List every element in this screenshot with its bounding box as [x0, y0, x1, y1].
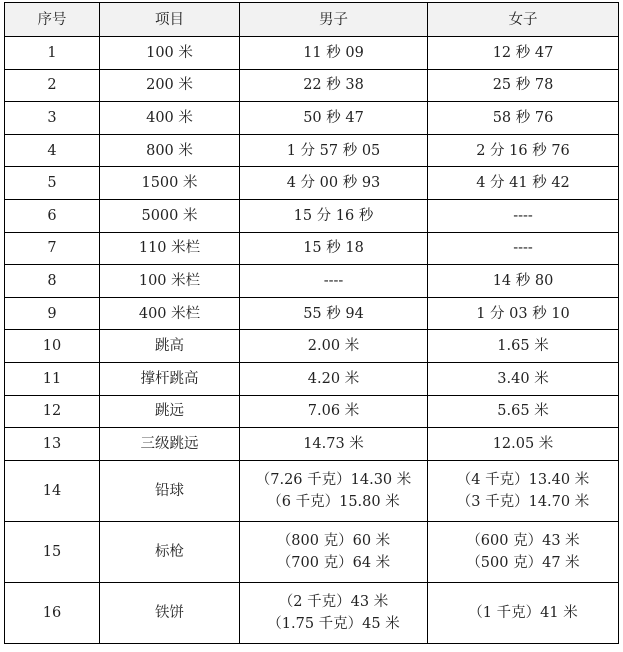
women-standard-line: 12.05 米 [492, 435, 554, 452]
row-number: 6 [5, 199, 100, 232]
row-number: 3 [5, 102, 100, 135]
table-row [5, 102, 619, 135]
row-number: 12 [5, 395, 100, 428]
event-name: 100 米 [100, 37, 240, 70]
men-standard [240, 460, 428, 521]
women-standard-line: 1.65 米 [497, 338, 549, 355]
women-standard [428, 199, 619, 232]
event-name: 100 米栏 [100, 265, 240, 298]
men-standard [240, 69, 428, 102]
row-number: 4 [5, 134, 100, 167]
row-number: 11 [5, 362, 100, 395]
women-standard [428, 134, 619, 167]
men-standard-line: （6 千克）15.80 米 [267, 493, 400, 510]
women-standard-line: 12 秒 47 [492, 44, 554, 61]
table-row [5, 362, 619, 395]
men-standard-line: 14.73 米 [303, 435, 364, 452]
row-number: 15 [5, 521, 100, 582]
women-standard-line: （4 千克）13.40 米 [456, 471, 590, 488]
men-standard-line: 50 秒 47 [303, 109, 364, 126]
table-row [5, 232, 619, 265]
row-number: 5 [5, 167, 100, 200]
table-body [5, 37, 619, 644]
women-standard-line: （3 千克）14.70 米 [456, 493, 590, 510]
event-name: 铅球 [100, 460, 240, 521]
women-standard-line: 1 分 03 秒 10 [476, 305, 570, 322]
men-standard [240, 395, 428, 428]
row-number: 10 [5, 330, 100, 363]
women-standard-line: 2 分 16 秒 76 [476, 142, 570, 159]
men-standard [240, 167, 428, 200]
women-standard-line: 14 秒 80 [492, 272, 554, 289]
men-standard-line: 15 秒 18 [303, 240, 364, 257]
table-header-row [5, 3, 619, 37]
women-standard [428, 521, 619, 582]
women-standard [428, 69, 619, 102]
men-standard [240, 134, 428, 167]
row-number: 9 [5, 297, 100, 330]
row-number: 8 [5, 265, 100, 298]
men-standard-line: （7.26 千克）14.30 米 [255, 471, 412, 488]
table-row [5, 69, 619, 102]
event-name: 1500 米 [100, 167, 240, 200]
men-standard-line: ---- [323, 272, 344, 289]
men-standard-line: 55 秒 94 [303, 305, 364, 322]
row-number: 13 [5, 428, 100, 461]
men-standard-line: 4 分 00 秒 93 [286, 175, 381, 192]
event-name: 200 米 [100, 69, 240, 102]
men-standard-line: （800 克）60 米 [276, 532, 391, 549]
header-event: 项目 [100, 3, 240, 37]
men-standard [240, 37, 428, 70]
men-standard [240, 232, 428, 265]
table-row [5, 199, 619, 232]
table-row [5, 167, 619, 200]
event-name: 标枪 [100, 521, 240, 582]
table-row [5, 395, 619, 428]
event-name: 800 米 [100, 134, 240, 167]
row-number: 7 [5, 232, 100, 265]
men-standard-line: 1 分 57 秒 05 [286, 142, 381, 159]
men-standard-line: 15 分 16 秒 [293, 207, 374, 224]
event-name: 400 米 [100, 102, 240, 135]
women-standard [428, 232, 619, 265]
header-number: 序号 [5, 3, 100, 37]
women-standard [428, 37, 619, 70]
men-standard-line: （700 克）64 米 [276, 554, 391, 571]
women-standard [428, 428, 619, 461]
women-standard-line: 5.65 米 [497, 403, 549, 420]
women-standard [428, 362, 619, 395]
men-standard [240, 102, 428, 135]
women-standard-line: 3.40 米 [497, 370, 549, 387]
event-name: 110 米栏 [100, 232, 240, 265]
event-name: 5000 米 [100, 199, 240, 232]
men-standard-line: 11 秒 09 [303, 44, 364, 61]
event-name: 跳高 [100, 330, 240, 363]
table-row [5, 582, 619, 643]
header-men: 男子 [240, 3, 428, 37]
women-standard [428, 102, 619, 135]
men-standard [240, 265, 428, 298]
women-standard [428, 395, 619, 428]
table-row [5, 521, 619, 582]
men-standard [240, 199, 428, 232]
women-standard-line: 4 分 41 秒 42 [476, 175, 570, 192]
men-standard [240, 428, 428, 461]
row-number: 2 [5, 69, 100, 102]
women-standard [428, 582, 619, 643]
table-row [5, 460, 619, 521]
row-number: 16 [5, 582, 100, 643]
men-standard [240, 582, 428, 643]
women-standard [428, 167, 619, 200]
standards-table [4, 2, 619, 644]
women-standard-line: 58 秒 76 [492, 109, 554, 126]
women-standard-line: 25 秒 78 [492, 77, 554, 94]
women-standard [428, 330, 619, 363]
event-name: 跳远 [100, 395, 240, 428]
women-standard-line: （500 克）47 米 [466, 554, 580, 571]
event-name: 三级跳远 [100, 428, 240, 461]
men-standard-line: 7.06 米 [307, 403, 360, 420]
men-standard-line: （1.75 千克）45 米 [267, 615, 400, 632]
men-standard-line: 4.20 米 [307, 370, 360, 387]
women-standard [428, 265, 619, 298]
women-standard-line: ---- [513, 240, 533, 257]
men-standard [240, 330, 428, 363]
men-standard [240, 362, 428, 395]
women-standard [428, 297, 619, 330]
table-row [5, 37, 619, 70]
men-standard-line: 2.00 米 [307, 338, 360, 355]
women-standard-line: ---- [513, 207, 533, 224]
women-standard [428, 460, 619, 521]
men-standard-line: （2 千克）43 米 [278, 593, 389, 610]
event-name: 400 米栏 [100, 297, 240, 330]
women-standard-line: （600 克）43 米 [466, 532, 580, 549]
women-standard-line: （1 千克）41 米 [468, 604, 578, 621]
event-name: 铁饼 [100, 582, 240, 643]
event-name: 撑杆跳高 [100, 362, 240, 395]
men-standard [240, 297, 428, 330]
men-standard-line: 22 秒 38 [303, 77, 364, 94]
table-row [5, 134, 619, 167]
men-standard [240, 521, 428, 582]
row-number: 14 [5, 460, 100, 521]
table-row [5, 265, 619, 298]
table-row [5, 428, 619, 461]
table-row [5, 330, 619, 363]
header-women: 女子 [428, 3, 619, 37]
row-number: 1 [5, 37, 100, 70]
table-row [5, 297, 619, 330]
